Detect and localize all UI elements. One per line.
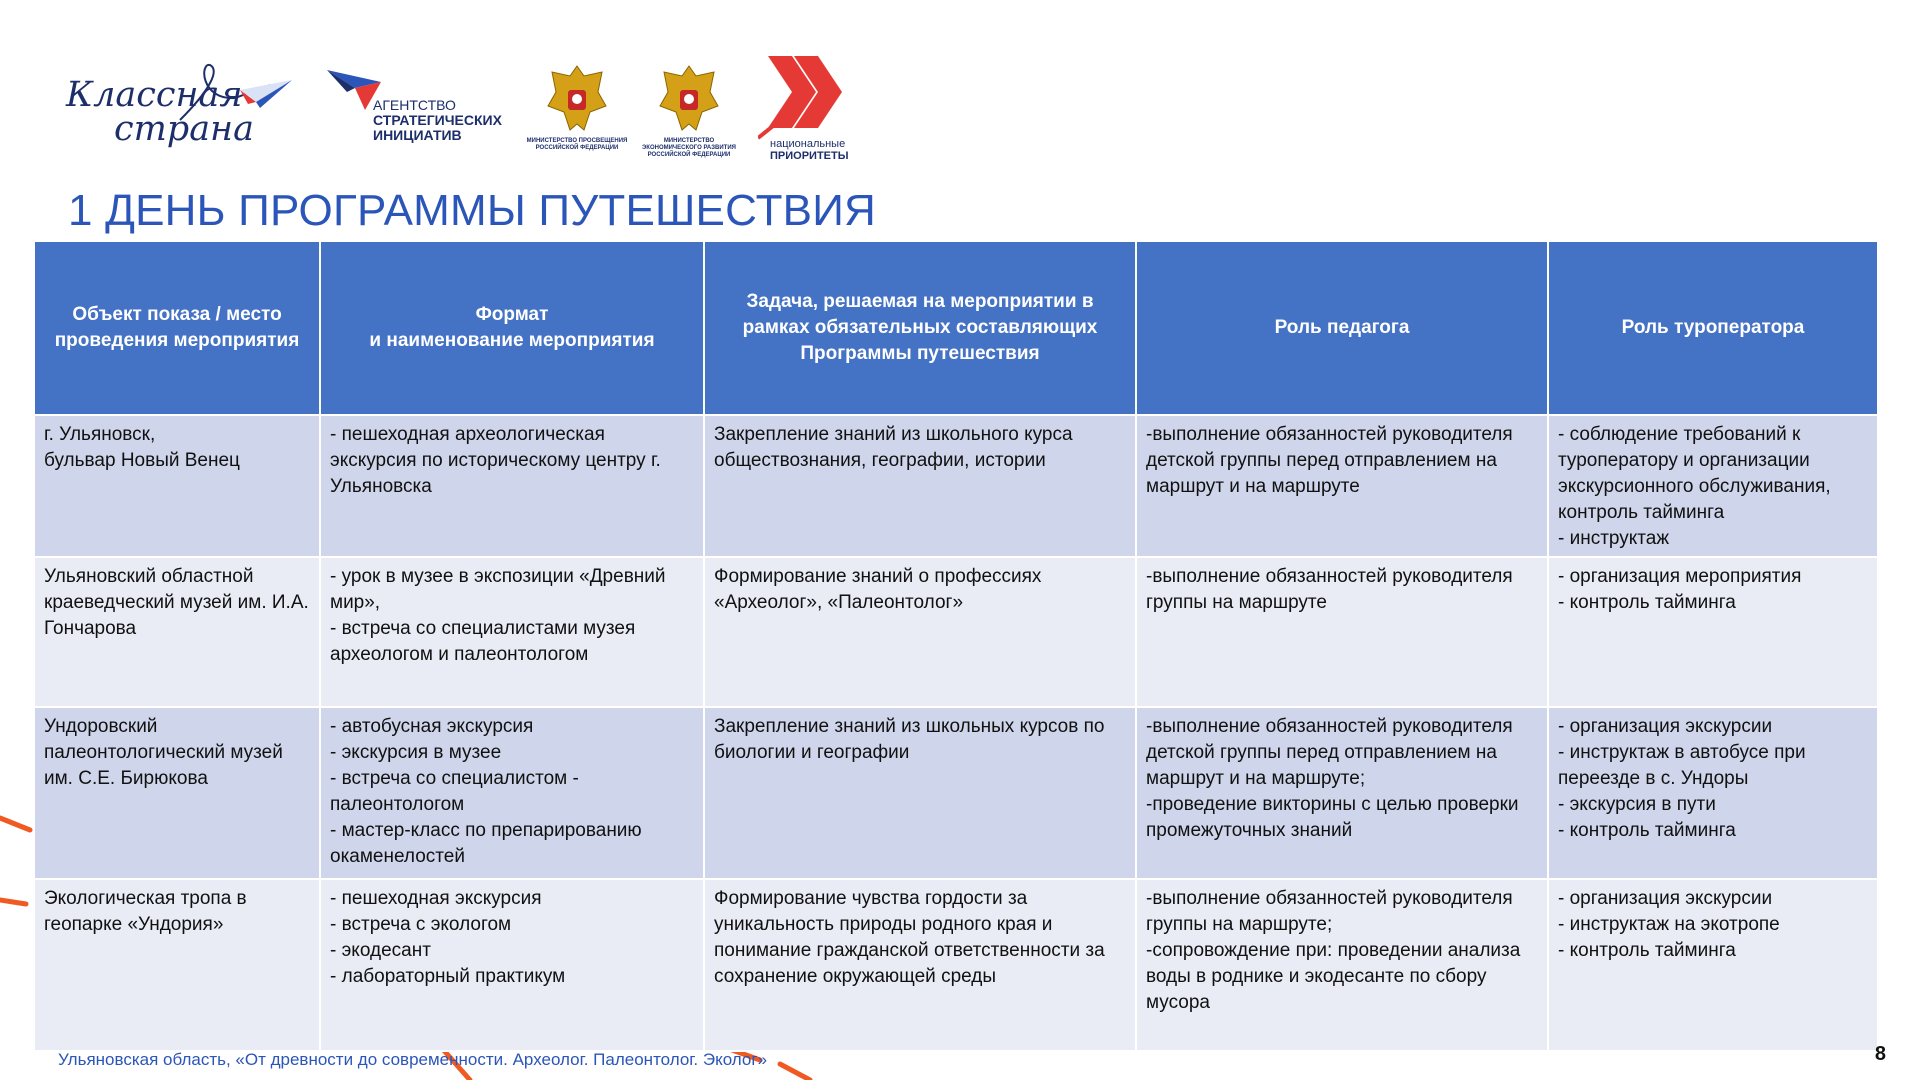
cell-teacher-role: -выполнение обязанностей руководителя детской группы перед отправлением на маршрут и на маршруте; -проведение викторины с целью проверки промежуточных знаний [1136, 707, 1548, 879]
asi-line-1: АГЕНТСТВО [373, 97, 456, 113]
cell-format: - пешеходная археологическая экскурсия по историческому центру г. Ульяновска [320, 415, 704, 557]
program-table [33, 240, 1877, 1052]
minpros-logo [522, 62, 632, 162]
cell-teacher-role: -выполнение обязанностей руководителя группы на маршруте [1136, 557, 1548, 707]
coat-of-arms-icon [656, 62, 722, 134]
np-line-1: национальные [770, 138, 846, 150]
footer-caption: Ульяновская область, «От древности до современности. Археолог. Палеонтолог. Эколог» [58, 1050, 768, 1069]
cell-format: - автобусная экскурсия - экскурсия в музее - встреча со специалистом - палеонтологом - мастер-класс по препарированию окаменелостей [320, 707, 704, 879]
cell-object: Ундоровский палеонтологический музей им. С.Е. Бирюкова [34, 707, 320, 879]
table-header-row [34, 241, 1878, 415]
cell-object: Ульяновский областной краеведческий музей им. И.А. Гончарова [34, 557, 320, 707]
cell-task: Формирование знаний о профессиях «Археолог», «Палеонтолог» [704, 557, 1136, 707]
header-object: Объект показа / место проведения мероприятия [34, 241, 320, 415]
coat-of-arms-icon [544, 62, 610, 134]
cell-format: - урок в музее в экспозиции «Древний мир», - встреча со специалистами музея археологом и палеонтологом [320, 557, 704, 707]
mineconom-caption: МИНИСТЕРСТВО ЭКОНОМИЧЕСКОГО РАЗВИТИЯ РОССИЙСКОЙ ФЕДЕРАЦИИ [642, 138, 736, 158]
table-row [34, 557, 1878, 707]
page-title: 1 ДЕНЬ ПРОГРАММЫ ПУТЕШЕСТВИЯ [68, 186, 877, 235]
cell-operator-role: - организация экскурсии - инструктаж на экотропе - контроль тайминга [1548, 879, 1878, 1051]
mineconom-logo [634, 62, 744, 162]
asi-line-3: ИНИЦИАТИВ [373, 127, 462, 143]
cell-task: Закрепление знаний из школьных курсов по биологии и географии [704, 707, 1136, 879]
table-row [34, 707, 1878, 879]
header-task: Задача, решаемая на мероприятии в рамках обязательных составляющих Программы путешествия [704, 241, 1136, 415]
cell-task: Закрепление знаний из школьного курса обществознания, географии, истории [704, 415, 1136, 557]
logo-word-1: Классная [66, 75, 243, 115]
np-line-2: ПРИОРИТЕТЫ [770, 150, 849, 162]
chevron-right-icon [758, 54, 848, 140]
cell-object: г. Ульяновск, бульвар Новый Венец [34, 415, 320, 557]
cell-operator-role: - организация экскурсии - инструктаж в автобусе при переезде в с. Ундоры - экскурсия в пути - контроль тайминга [1548, 707, 1878, 879]
cell-teacher-role: -выполнение обязанностей руководителя группы на маршруте; -сопровождение при: проведении анализа воды в роднике и экодесанте по сбору мусора [1136, 879, 1548, 1051]
asi-line-2: СТРАТЕГИЧЕСКИХ [373, 112, 502, 128]
cell-operator-role: - соблюдение требований к туроператору и организации экскурсионного обслуживания, контроль тайминга - инструктаж [1548, 415, 1878, 557]
natsionalnye-prioritety-logo [748, 54, 858, 164]
logo-word-2: страна [114, 109, 254, 149]
asi-logo [325, 62, 505, 162]
header-teacher-role: Роль педагога [1136, 241, 1548, 415]
header-format: Формат и наименование мероприятия [320, 241, 704, 415]
table-row [34, 415, 1878, 557]
minpros-caption: МИНИСТЕРСТВО ПРОСВЕЩЕНИЯ РОССИЙСКОЙ ФЕДЕРАЦИИ [526, 138, 628, 151]
cell-teacher-role: -выполнение обязанностей руководителя детской группы перед отправлением на маршрут и на маршруте [1136, 415, 1548, 557]
header-operator-role: Роль туроператора [1548, 241, 1878, 415]
table-row [34, 879, 1878, 1051]
cell-format: - пешеходная экскурсия - встреча с экологом - экодесант - лабораторный практикум [320, 879, 704, 1051]
page-number: 8 [1874, 1043, 1886, 1065]
klassnaya-strana-logo [60, 50, 300, 160]
cell-object: Экологическая тропа в геопарке «Ундория» [34, 879, 320, 1051]
cell-operator-role: - организация мероприятия - контроль тайминга [1548, 557, 1878, 707]
cell-task: Формирование чувства гордости за уникальность природы родного края и понимание гражданской ответственности за сохранение окружающей среды [704, 879, 1136, 1051]
